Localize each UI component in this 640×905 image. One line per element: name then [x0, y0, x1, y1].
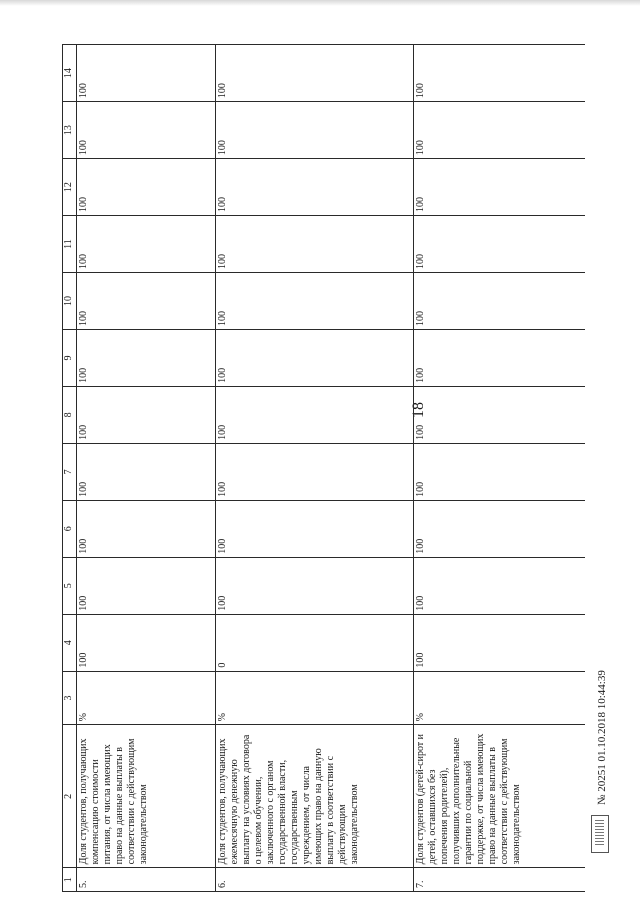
registration-timestamp: № 20251 01.10.2018 10:44:39	[596, 670, 608, 805]
header-cell: 12	[63, 159, 77, 216]
value-cell: 100	[216, 273, 414, 330]
row-unit: %	[216, 671, 414, 725]
value-cell: 100	[77, 329, 216, 386]
row-unit: %	[77, 671, 216, 725]
value-cell: 0	[216, 614, 414, 671]
row-description: Доля студентов, получающих компенсацию стоимости питания, от числа имеющих право на данные выплаты в соответствии с действующим законодательством	[77, 725, 216, 868]
value-cell: 100	[216, 45, 414, 102]
value-cell: 100	[77, 45, 216, 102]
indicators-table	[62, 44, 585, 892]
table-frame	[62, 44, 585, 892]
page-number: 18	[410, 402, 427, 418]
header-cell: 14	[63, 45, 77, 102]
header-row	[63, 45, 77, 892]
value-cell: 100	[414, 102, 586, 159]
row-description: Доля студентов (детей-сирот и детей, оставшихся без попечения родителей), получивших дополнительные гарантии по социальной поддержке, от числа имеющих право на данные выплаты в соответствии с действующим законодательством	[414, 725, 586, 868]
header-cell: 7	[63, 443, 77, 500]
value-cell: 100	[414, 273, 586, 330]
header-cell: 2	[63, 725, 77, 868]
header-cell: 8	[63, 386, 77, 443]
value-cell: 100	[216, 159, 414, 216]
value-cell: 100	[216, 386, 414, 443]
value-cell: 100	[77, 443, 216, 500]
value-cell: 100	[77, 557, 216, 614]
header-cell: 4	[63, 614, 77, 671]
value-cell: 100	[414, 216, 586, 273]
row-number: 7.	[414, 868, 586, 892]
registration-stamp-icon	[591, 815, 609, 853]
header-cell: 11	[63, 216, 77, 273]
table-row	[414, 45, 586, 892]
value-cell: 100	[216, 216, 414, 273]
header-cell: 3	[63, 671, 77, 725]
value-cell: 100	[77, 216, 216, 273]
row-number: 5.	[77, 868, 216, 892]
value-cell: 100	[216, 557, 414, 614]
header-cell: 9	[63, 329, 77, 386]
row-unit: %	[414, 671, 586, 725]
value-cell: 100	[414, 329, 586, 386]
value-cell: 100	[414, 443, 586, 500]
value-cell: 100	[216, 102, 414, 159]
value-cell: 100	[77, 102, 216, 159]
header-cell: 10	[63, 273, 77, 330]
table-row	[77, 45, 216, 892]
rotated-table-container	[62, 44, 585, 892]
header-cell: 6	[63, 500, 77, 557]
scan-edge	[0, 0, 640, 6]
value-cell: 100	[414, 614, 586, 671]
value-cell: 100	[216, 329, 414, 386]
table-row	[216, 45, 414, 892]
header-cell: 1	[63, 868, 77, 892]
row-number: 6.	[216, 868, 414, 892]
value-cell: 100	[414, 386, 586, 443]
value-cell: 100	[77, 500, 216, 557]
row-description: Доля студентов, получающих ежемесячную денежную выплату на условиях договора о целевом обучении, заключенного с органом государственной власти, государственным учреждением, от числа имеющих право на данную выплату в соответствии с действующим законодательством	[216, 725, 414, 868]
value-cell: 100	[414, 557, 586, 614]
value-cell: 100	[77, 273, 216, 330]
value-cell: 100	[414, 159, 586, 216]
value-cell: 100	[216, 500, 414, 557]
value-cell: 100	[77, 614, 216, 671]
value-cell: 100	[414, 45, 586, 102]
value-cell: 100	[77, 386, 216, 443]
value-cell: 100	[216, 443, 414, 500]
value-cell: 100	[414, 500, 586, 557]
header-cell: 5	[63, 557, 77, 614]
header-cell: 13	[63, 102, 77, 159]
value-cell: 100	[77, 159, 216, 216]
